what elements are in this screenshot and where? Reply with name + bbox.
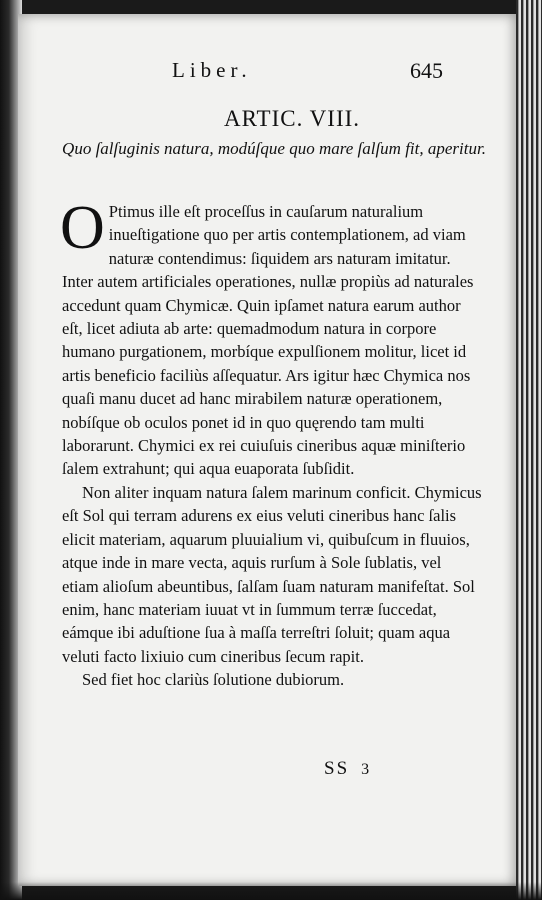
page-number: 645 <box>410 58 443 83</box>
article-subtitle: Quo ſalſuginis natura, modúſque quo mare ſalſum fit, aperitur. <box>62 139 486 158</box>
drop-cap: O <box>60 194 105 262</box>
paragraph-2-text: Non aliter inquam natura ſalem marinum conficit. Chymicus eſt Sol qui terram adurens ex eius veluti cineribus hanc ſalis elicit materiam, aquarum pluuialium vi, quibuſcum in fluuios, atque inde in mare vecta, aquis rurſum à Sole ſublatis, vel etiam alioſum abeuntibus, ſalſam ſuam naturam manifeſtat. Sol enim, hanc materiam iuuat vt in ſummum terræ ſuccedat, eámque ibi aduſtione ſua à maſſa terreſtri ſoluit; quam aqua veluti facto lixiuio cum cineribus ſecum rapit. <box>62 482 482 666</box>
body-text <box>60 194 482 692</box>
paragraph-1 <box>60 194 482 481</box>
article-title: ARTIC. VIII. <box>223 106 361 131</box>
running-head-title: Liber. <box>172 58 252 82</box>
running-head <box>18 58 518 88</box>
paragraph-2 <box>62 481 482 668</box>
page-edges <box>516 0 542 900</box>
signature-mark <box>324 758 371 780</box>
signature-letters: SS <box>324 758 350 779</box>
bottom-shadow <box>0 882 542 900</box>
book-page <box>18 14 518 886</box>
signature-number: 3 <box>361 761 372 778</box>
paragraph-1-text: Ptimus ille eſt proceſſus in cauſarum naturalium inueſtigatione quo per artis contemplationem, ad viam naturæ contendimus: ſiquidem ars naturam imitatur. Inter autem artificiales operationes, nullæ propiùs ad naturales accedunt quam Chymicæ. Quin ipſamet natura earum author eſt, licet adiuta ab arte: quemadmodum natura in corpore humano purgationem, morbíque expulſionem molitur, licet id artis beneficio faciliùs aſſequatur. Ars igitur hæc Chymica nos quaſi manu ducet ad hanc mirabilem naturæ operationem, nobíſque ob oculos ponet id in quo quęrendo tam multi laborarunt. Chymici ex rei cuiuſuis cineribus aquæ miniſterio ſalem extrahunt; qui aqua euaporata ſubſidit. <box>62 202 474 479</box>
closing-line: Sed fiet hoc clariùs ſolutione dubiorum. <box>82 670 345 690</box>
